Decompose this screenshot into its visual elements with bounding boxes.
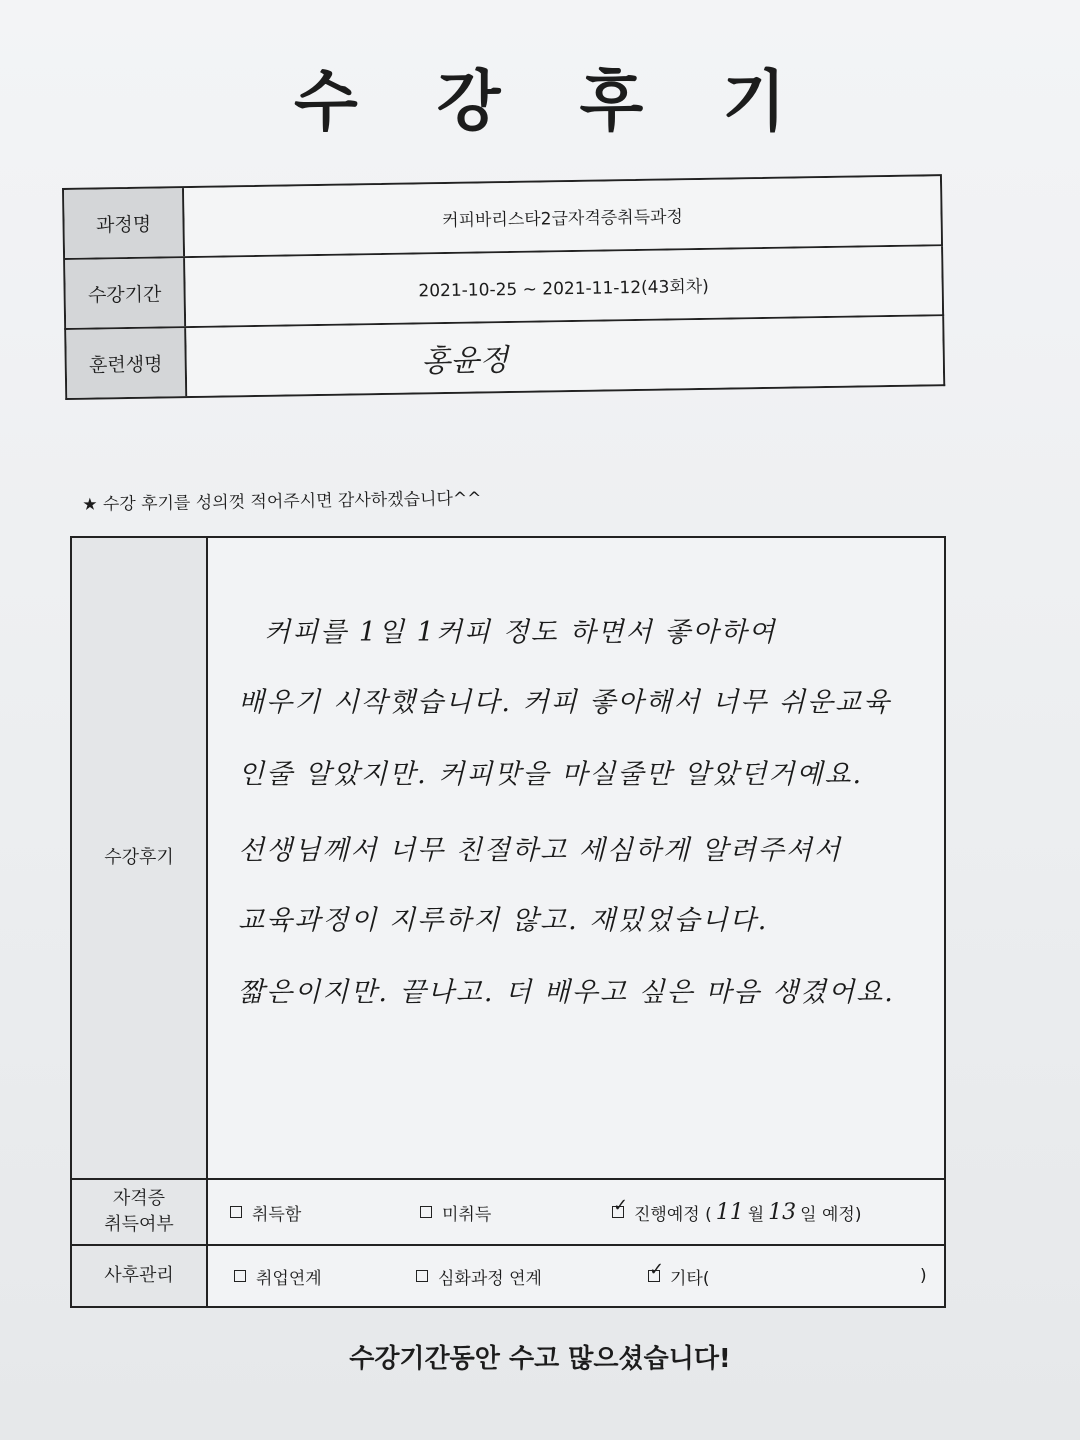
checked-checkbox-icon[interactable]: [612, 1206, 624, 1218]
course-label: 과정명: [64, 188, 185, 258]
review-line: 선생님께서 너무 친절하고 세심하게 알려주셔서: [238, 835, 842, 866]
option-label: 취득함: [252, 1204, 302, 1225]
scheduled-day[interactable]: 13: [768, 1199, 797, 1225]
review-table: [70, 536, 946, 1308]
option-scheduled[interactable]: [612, 1180, 861, 1244]
option-other[interactable]: [648, 1246, 709, 1306]
review-line: 교육과정이 지루하지 않고. 재밌었습니다.: [238, 905, 769, 936]
checkbox-icon[interactable]: [416, 1270, 428, 1282]
certificate-options: [208, 1180, 944, 1244]
trainee-row: [64, 316, 945, 400]
course-value: 커피바리스타2급자격증취득과정: [184, 176, 941, 256]
option-not-acquired[interactable]: [420, 1180, 491, 1244]
option-label: 취업연계: [256, 1268, 322, 1289]
trainee-label: 훈련생명: [66, 328, 187, 398]
course-info-table: [62, 174, 945, 400]
instruction-note: ★ 수강 후기를 성의껏 적어주시면 감사하겠습니다^^: [82, 488, 482, 515]
review-row: [70, 536, 946, 1180]
scheduled-month[interactable]: 11: [715, 1199, 744, 1225]
option-label: 미취득: [442, 1204, 492, 1225]
review-label: 수강후기: [72, 538, 208, 1178]
review-line: 인줄 알았지만. 커피맛을 마실줄만 알았던거예요.: [238, 759, 864, 790]
other-close-paren: ): [920, 1266, 927, 1286]
certificate-label-line: 자격증: [112, 1188, 166, 1209]
course-row: [62, 174, 943, 260]
checkbox-icon[interactable]: [234, 1270, 246, 1282]
certificate-row: [70, 1180, 946, 1246]
page-title: 수 강 후 기: [294, 63, 814, 140]
aftercare-label: 사후관리: [72, 1246, 208, 1306]
footer-message: 수강기간동안 수고 많으셨습니다!: [349, 1344, 731, 1374]
aftercare-options: [208, 1246, 944, 1306]
trainee-name-handwritten: 홍윤정: [421, 343, 509, 380]
option-advanced-course[interactable]: [416, 1246, 542, 1306]
checkbox-icon[interactable]: [420, 1206, 432, 1218]
month-unit: 월: [747, 1204, 765, 1225]
day-unit: 일 예정): [800, 1204, 862, 1225]
option-acquired[interactable]: [230, 1180, 301, 1244]
option-employment[interactable]: [234, 1246, 322, 1306]
certificate-label-line: 취득여부: [104, 1214, 174, 1235]
period-label: 수강기간: [65, 258, 186, 328]
option-label: 진행예정 (: [634, 1204, 712, 1225]
option-label: 심화과정 연계: [438, 1268, 542, 1289]
review-line: 커피를 1일 1커피 정도 하면서 좋아하여: [264, 617, 777, 648]
review-line: 배우기 시작했습니다. 커피 좋아해서 너무 쉬운교육: [238, 687, 892, 718]
period-value: 2021-10-25 ~ 2021-11-12(43회차): [185, 246, 942, 326]
checkbox-icon[interactable]: [230, 1206, 242, 1218]
trainee-field[interactable]: [186, 316, 943, 396]
option-label: 기타(: [670, 1268, 710, 1289]
review-text-area[interactable]: [208, 538, 944, 1178]
aftercare-row: [70, 1246, 946, 1308]
checked-checkbox-icon[interactable]: [648, 1270, 660, 1282]
review-line: 짧은이지만. 끝나고. 더 배우고 싶은 마음 생겼어요.: [238, 977, 895, 1008]
certificate-label: [72, 1180, 208, 1244]
